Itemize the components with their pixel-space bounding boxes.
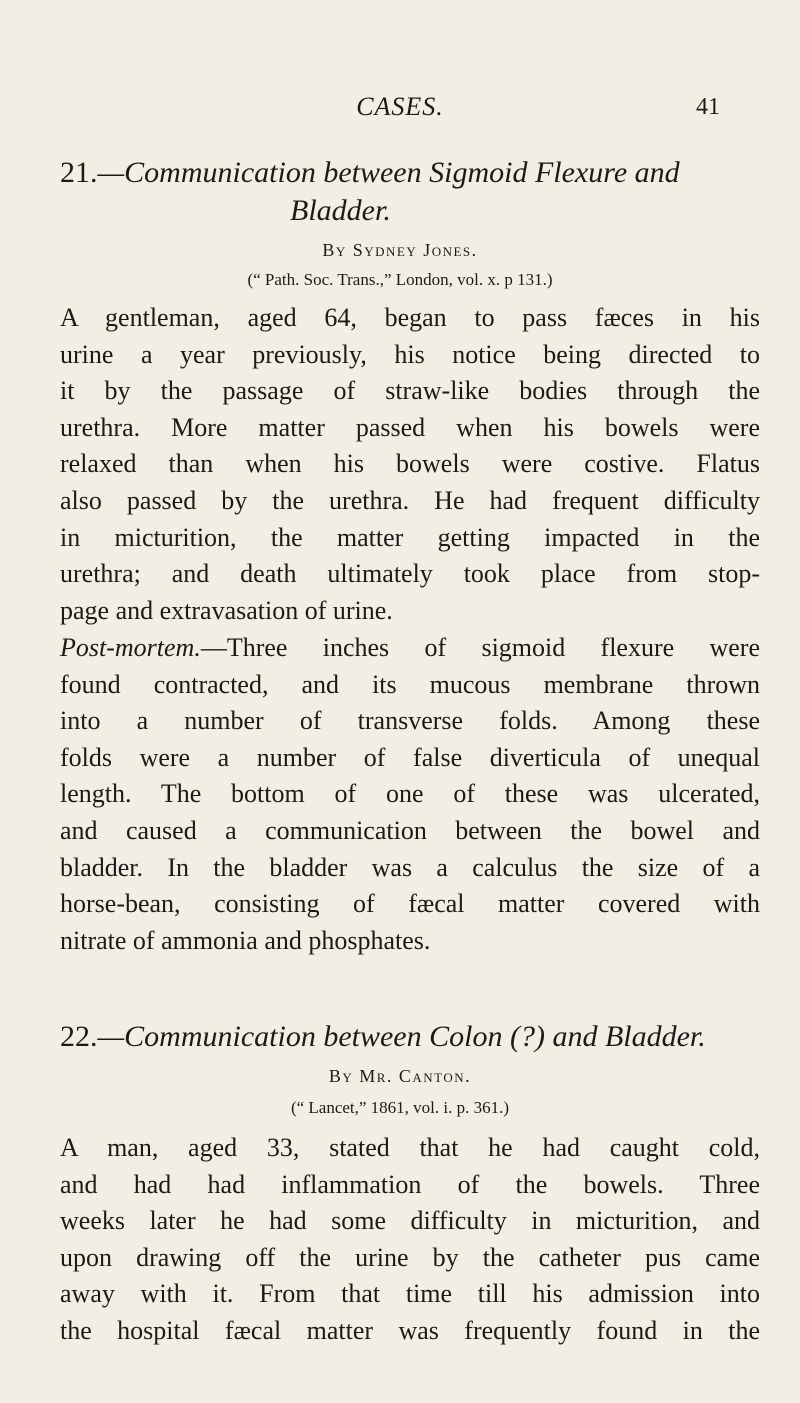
case-21-paragraph-2 [60, 630, 760, 959]
text-line: A man, aged 33, stated that he had caught cold, [60, 1133, 760, 1162]
text-line: and caused a communication between the bowel and [60, 815, 760, 845]
case-22-paragraph [60, 1130, 760, 1350]
text-line: urine a year previously, his notice being directed to [60, 339, 760, 369]
text-line: in micturition, the matter getting impacted in the [60, 522, 760, 552]
case-21-author: By Sydney Jones. [322, 240, 478, 260]
text-line: urethra. More matter passed when his bowels were [60, 412, 760, 442]
text-line: horse-bean, consisting of fæcal matter covered with [60, 889, 760, 919]
text-line: nitrate of ammonia and phosphates. [60, 925, 431, 955]
case-21-paragraph-1 [60, 300, 760, 629]
text-line: page and extravasation of urine. [60, 595, 393, 625]
text-line: relaxed than when his bowels were costive. Flatus [60, 449, 760, 479]
case-21-number: 21. [60, 156, 98, 189]
text-line: urethra; and death ultimately took place from stop- [60, 559, 760, 589]
text-line: length. The bottom of one of these was ulcerated, [60, 779, 760, 809]
case-22-title: —Communication between Colon (?) and Bladder. [97, 1020, 706, 1053]
text-line: found contracted, and its mucous membrane thrown [60, 669, 760, 699]
running-head [0, 92, 800, 128]
text-line: upon drawing off the urine by the catheter pus came [60, 1242, 760, 1272]
text-line: bladder. In the bladder was a calculus the size of a [60, 852, 760, 882]
text-line: A gentleman, aged 64, began to pass fæces in his [60, 303, 760, 332]
case-21-heading-line2 [290, 192, 590, 230]
case-21-title-line1: —Communication between Sigmoid Flexure and [97, 156, 680, 189]
postmortem-label: Post-mortem. [60, 633, 201, 662]
text-line: into a number of transverse folds. Among these [60, 706, 760, 736]
case-22-author: By Mr. Canton. [328, 1066, 472, 1086]
case-21-heading [60, 154, 760, 192]
case-21-title-line2: Bladder. [290, 194, 391, 227]
case-22-number: 22. [60, 1020, 98, 1053]
postmortem-first-line: —Three inches of sigmoid flexure were [200, 633, 760, 662]
text-line: also passed by the urethra. He had frequent difficulty [60, 485, 760, 515]
case-22-heading [60, 1018, 760, 1056]
page-number: 41 [696, 94, 720, 120]
case-22-source: (“ Lancet,” 1861, vol. i. p. 361.) [290, 1098, 510, 1117]
text-line: it by the passage of straw-like bodies through the [60, 376, 760, 406]
text-line: and had had inflammation of the bowels. Three [60, 1169, 760, 1199]
text-line [60, 630, 760, 667]
text-line: the hospital fæcal matter was frequently found in the [60, 1315, 760, 1345]
text-line: folds were a number of false diverticula of unequal [60, 742, 760, 772]
text-line: weeks later he had some difficulty in micturition, and [60, 1206, 760, 1236]
running-head-title: CASES. [356, 92, 444, 121]
case-21-source: (“ Path. Soc. Trans.,” London, vol. x. p 131.) [247, 270, 553, 289]
text-line: away with it. From that time till his admission into [60, 1279, 760, 1309]
